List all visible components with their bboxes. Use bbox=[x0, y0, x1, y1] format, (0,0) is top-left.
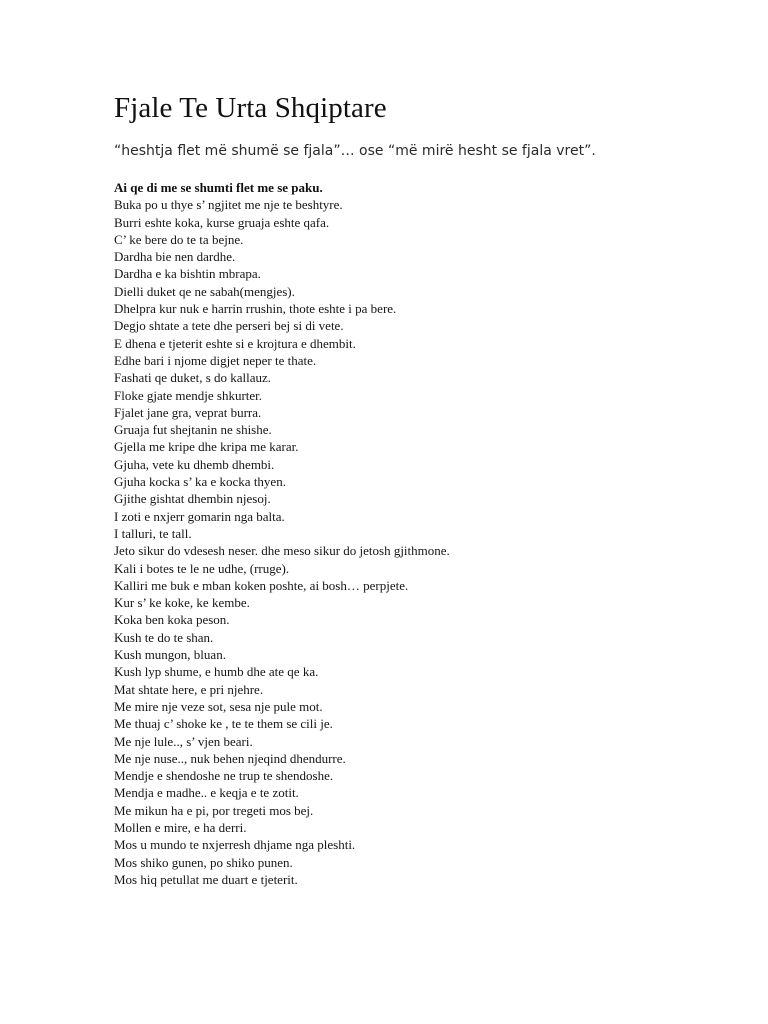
proverb-item: Me nje nuse.., nuk behen njeqind dhendurre. bbox=[114, 750, 346, 766]
proverb-item: Fjalet jane gra, veprat burra. bbox=[114, 404, 262, 420]
proverb-item: Edhe bari i njome digjet neper te thate. bbox=[114, 352, 317, 368]
proverb-item: Dardha e ka bishtin mbrapa. bbox=[114, 266, 261, 282]
proverb-item: Mendja e madhe.. e keqja e te zotit. bbox=[114, 785, 299, 801]
proverb-item: C’ ke bere do te ta bejne. bbox=[114, 231, 244, 247]
proverb-item: Gjuha, vete ku dhemb dhembi. bbox=[114, 456, 275, 472]
proverb-list bbox=[114, 196, 734, 888]
proverb-item: Gjithe gishtat dhembin njesoj. bbox=[114, 491, 271, 507]
proverb-item: Gjella me kripe dhe kripa me karar. bbox=[114, 439, 299, 455]
proverb-item: Dielli duket qe ne sabah(mengjes). bbox=[114, 283, 295, 299]
proverb-item: Mendje e shendoshe ne trup te shendoshe. bbox=[114, 768, 334, 784]
proverb-item: E dhena e tjeterit eshte si e krojtura e dhembit. bbox=[114, 335, 356, 351]
document-page bbox=[114, 88, 734, 888]
proverb-item: Dhelpra kur nuk e harrin rrushin, thote eshte i pa bere. bbox=[114, 301, 397, 317]
proverb-item: Me thuaj c’ shoke ke , te te them se cili je. bbox=[114, 716, 333, 732]
proverb-item: Jeto sikur do vdesesh neser. dhe meso sikur do jetosh gjithmone. bbox=[114, 543, 450, 559]
proverb-item: Kur s’ ke koke, ke kembe. bbox=[114, 595, 250, 611]
proverb-item: Dardha bie nen dardhe. bbox=[114, 249, 236, 265]
proverb-item: Koka ben koka peson. bbox=[114, 612, 230, 628]
page-subtitle: “heshtja flet më shumë se fjala”… ose “më mirë hesht se fjala vret”. bbox=[114, 143, 596, 159]
proverb-item: Mollen e mire, e ha derri. bbox=[114, 819, 247, 835]
proverb-item: Buka po u thye s’ ngjitet me nje te beshtyre. bbox=[114, 197, 343, 213]
proverb-item: Degjo shtate a tete dhe perseri bej si di vete. bbox=[114, 318, 344, 334]
proverb-item: Gruaja fut shejtanin ne shishe. bbox=[114, 422, 272, 438]
proverb-item: I talluri, te tall. bbox=[114, 525, 192, 541]
proverb-item: Fashati qe duket, s do kallauz. bbox=[114, 370, 272, 386]
proverb-item: Kush lyp shume, e humb dhe ate qe ka. bbox=[114, 664, 319, 680]
proverb-item: Me mire nje veze sot, sesa nje pule mot. bbox=[114, 698, 323, 714]
proverb-item: Floke gjate mendje shkurter. bbox=[114, 387, 263, 403]
proverb-item: Mos shiko gunen, po shiko punen. bbox=[114, 854, 293, 870]
proverb-item: Gjuha kocka s’ ka e kocka thyen. bbox=[114, 474, 286, 490]
proverb-item: Me nje lule.., s’ vjen beari. bbox=[114, 733, 253, 749]
proverb-item: Kush te do te shan. bbox=[114, 629, 214, 645]
proverb-item: Mos u mundo te nxjerresh dhjame nga pleshti. bbox=[114, 837, 356, 853]
proverb-item: Me mikun ha e pi, por tregeti mos bej. bbox=[114, 802, 314, 818]
proverb-item: Burri eshte koka, kurse gruaja eshte qafa. bbox=[114, 214, 330, 230]
proverb-item: Mat shtate here, e pri njehre. bbox=[114, 681, 264, 697]
proverb-item: Kush mungon, bluan. bbox=[114, 647, 226, 663]
proverb-item: Mos hiq petullat me duart e tjeterit. bbox=[114, 871, 298, 887]
page-title: Fjale Te Urta Shqiptare bbox=[114, 92, 387, 124]
lead-proverb: Ai qe di me se shumti flet me se paku. bbox=[114, 180, 323, 195]
proverb-item: I zoti e nxjerr gomarin nga balta. bbox=[114, 508, 285, 524]
proverb-item: Kali i botes te le ne udhe, (rruge). bbox=[114, 560, 290, 576]
proverb-item: Kalliri me buk e mban koken poshte, ai bosh… perpjete. bbox=[114, 577, 409, 593]
